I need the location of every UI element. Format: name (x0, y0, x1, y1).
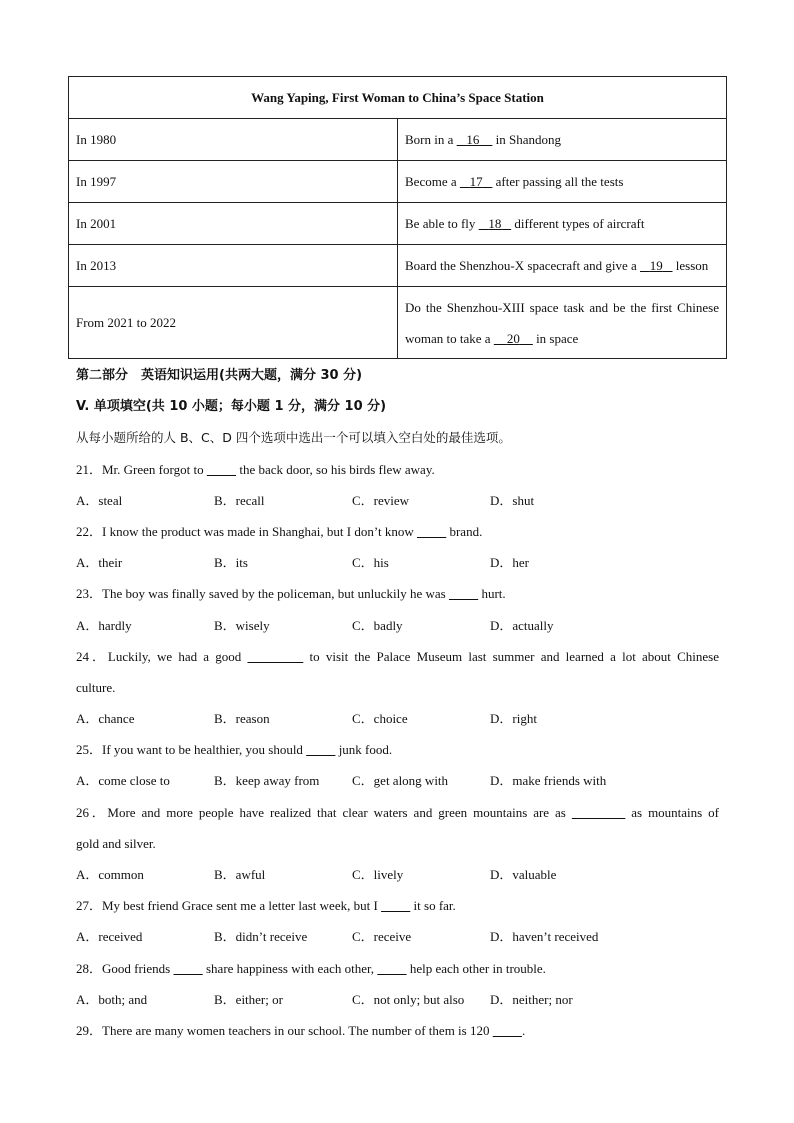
options-row (76, 984, 719, 1015)
row-event: Born in a 16 in Shandong (398, 119, 727, 161)
info-table (68, 76, 727, 359)
row-event: Do the Shenzhou-XIII space task and be the first Chinese woman to take a 20 in space (398, 287, 727, 359)
question-stem-continued: culture. (76, 679, 116, 695)
option-d: D．actually (490, 617, 554, 633)
option-d: D．valuable (490, 867, 557, 882)
blank-number: 18 (488, 215, 502, 231)
option-d: D．her (490, 555, 529, 571)
exercise-section (76, 360, 719, 1046)
option-b: B．wisely (214, 617, 270, 633)
option-a: A．hardly (76, 617, 132, 633)
options-row (76, 765, 719, 796)
blank-number: 17 (469, 173, 483, 189)
question-stem: 25．If you want to be healthier, you should junk food. (76, 742, 393, 758)
option-d: D．make friends with (490, 773, 607, 789)
option-b: B．recall (214, 492, 265, 508)
option-b: B．reason (214, 711, 270, 727)
row-year: In 1980 (69, 119, 398, 161)
option-a: A．their (76, 555, 123, 571)
table-row (69, 203, 727, 245)
options-row (76, 703, 719, 734)
option-c: C．not only; but also (352, 991, 465, 1007)
question-stem: 27．My best friend Grace sent me a letter last week, but I it so far. (76, 898, 456, 914)
option-c: C．get along with (352, 773, 449, 789)
options-row (76, 485, 719, 516)
option-c: C．review (352, 492, 410, 508)
options-row (76, 610, 719, 641)
blank-number: 16 (466, 131, 480, 147)
table-row (69, 245, 727, 287)
options-row (76, 859, 719, 890)
question-stem: 21．Mr. Green forgot to the back door, so his birds flew away. (76, 461, 435, 477)
options-row (76, 921, 719, 952)
blank-number: 20 (506, 330, 520, 346)
question-stem: 22．I know the product was made in Shanghai, but I don’t know brand. (76, 523, 483, 539)
option-b: B．either; or (214, 991, 283, 1007)
instruction: 从每小题所给的人 B、C、D 四个选项中选出一个可以填入空白处的最佳选项。 (76, 430, 511, 446)
option-b: B．keep away from (214, 773, 320, 789)
option-c: C．his (352, 555, 389, 571)
blank-number: 19 (649, 257, 663, 273)
row-event: Board the Shenzhou-X spacecraft and give a 19 lesson (398, 245, 727, 287)
row-year: In 2013 (69, 245, 398, 287)
row-event: Become a 17 after passing all the tests (398, 161, 727, 203)
option-d: D．right (490, 711, 537, 727)
option-a: A．common (76, 867, 144, 882)
row-year: In 2001 (69, 203, 398, 245)
table-row (69, 161, 727, 203)
option-a: A．received (76, 929, 143, 945)
part-title: 第二部分 英语知识运用(共两大题，满分 30 分) (76, 368, 363, 383)
option-a: A．steal (76, 492, 123, 508)
option-c: C．receive (352, 929, 412, 945)
table-row (69, 287, 727, 359)
option-a: A．come close to (76, 773, 170, 789)
option-d: D．shut (490, 492, 535, 508)
question-stem: 29．There are many women teachers in our school. The number of them is 120 . (76, 1022, 526, 1038)
options-row (76, 547, 719, 578)
option-b: B．its (214, 555, 248, 571)
option-b: B．awful (214, 867, 266, 882)
question-stem-continued: gold and silver. (76, 835, 156, 851)
question-stem: 24．Luckily, we had a good to visit the Palace Museum last summer and learned a lot about Chinese (76, 648, 719, 664)
option-c: C．badly (352, 617, 403, 633)
option-c: C．choice (352, 711, 408, 727)
option-a: A．chance (76, 711, 135, 727)
row-year: In 1997 (69, 161, 398, 203)
question-stem: 28．Good friends share happiness with each other, help each other in trouble. (76, 960, 546, 976)
option-a: A．both; and (76, 991, 148, 1007)
option-d: D．haven’t received (490, 929, 599, 945)
option-c: C．lively (352, 867, 404, 882)
option-d: D．neither; nor (490, 991, 573, 1007)
sub-title: V. 单项填空(共 10 小题；每小题 1 分，满分 10 分) (76, 399, 387, 415)
question-stem: 23．The boy was finally saved by the policeman, but unluckily he was hurt. (76, 586, 506, 602)
row-year: From 2021 to 2022 (69, 287, 398, 359)
table-title: Wang Yaping, First Woman to China’s Space Station (69, 77, 727, 119)
question-stem: 26．More and more people have realized that clear waters and green mountains are as as mountains of (76, 804, 720, 820)
table-row (69, 119, 727, 161)
row-event: Be able to fly 18 different types of aircraft (398, 203, 727, 245)
option-b: B．didn’t receive (214, 929, 308, 945)
